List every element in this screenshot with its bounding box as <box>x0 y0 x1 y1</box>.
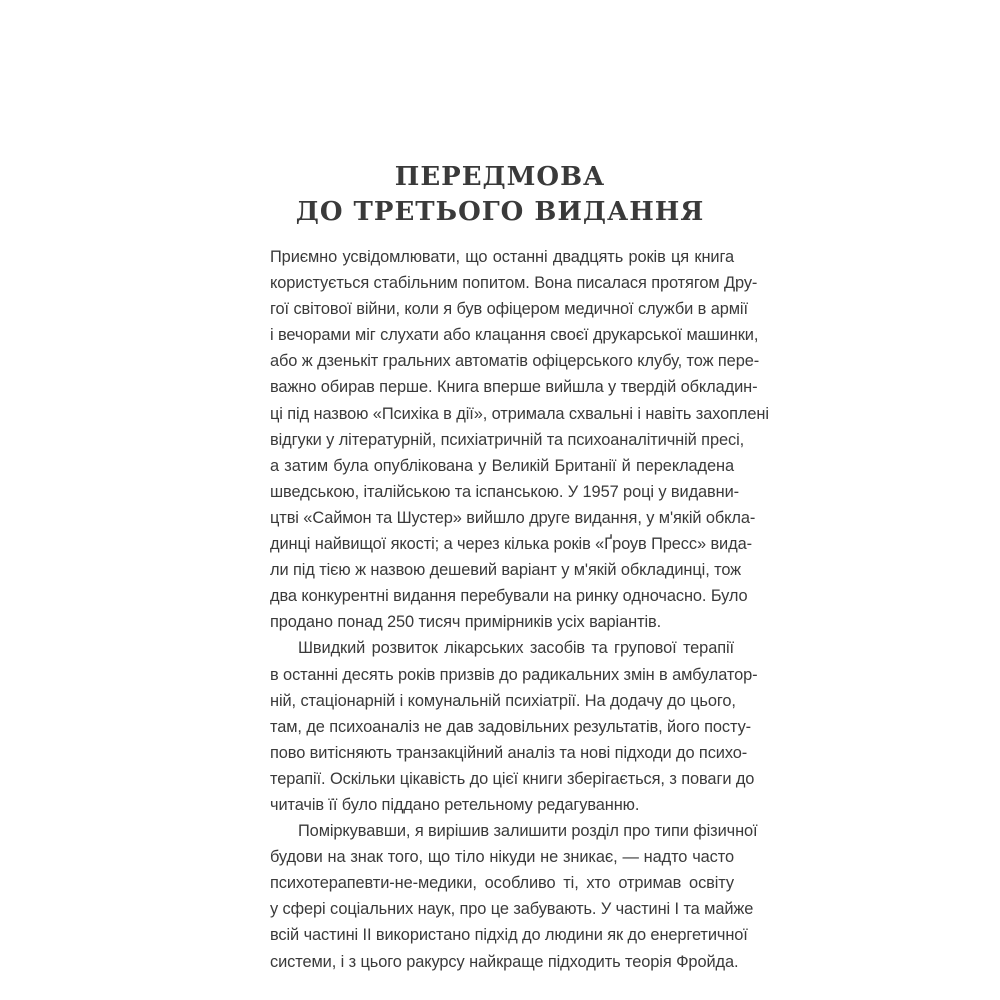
chapter-heading <box>0 160 1000 230</box>
text-line: ці під назвою «Психіка в дії», отримала схвальні і навіть захоплені <box>270 404 769 423</box>
text-line: цтві «Саймон та Шустер» вийшло друге видання, у м'якій обкла- <box>270 508 756 527</box>
text-line: там, де психоаналіз не дав задовільних результатів, його посту- <box>270 717 752 736</box>
text-line: Приємно усвідомлювати, що останні двадцять років ця книга <box>270 248 734 266</box>
heading-line-1: ПЕРЕДМОВА <box>394 162 606 192</box>
text-line: будови на знак того, що тіло нікуди не зникає, — надто часто <box>270 848 734 867</box>
text-line: ли під тією ж назвою дешевий варіант у м'якій обкладинці, тож <box>270 561 742 580</box>
text-line: шведською, італійською та іспанською. У 1957 році у видавни- <box>270 482 740 501</box>
text-line: відгуки у літературній, психіатричній та психоаналітичній пресі, <box>270 430 745 449</box>
text-line: Швидкий розвиток лікарських засобів та групової терапії <box>298 639 734 658</box>
text-line: або ж дзенькіт гральних автоматів офіцерського клубу, тож пере- <box>270 352 760 371</box>
heading-line-2: ДО ТРЕТЬОГО ВИДАННЯ <box>295 197 705 227</box>
text-line: і вечорами міг слухати або клацання своєї друкарської машинки, <box>270 326 759 345</box>
text-line: гої світової війни, коли я був офіцером медичної служби в армії <box>270 300 748 319</box>
paragraph-1 <box>270 244 769 635</box>
text-line: динці найвищої якості; а через кілька років «Ґроув Пресс» вида- <box>270 535 752 554</box>
text-line: Поміркувавши, я вирішив залишити розділ про типи фізичної <box>298 822 758 841</box>
text-line: пово витісняють транзакційний аналіз та нові підходи до психо- <box>270 743 748 762</box>
text-line: в останні десять років призвів до радикальних змін в амбулатор- <box>270 665 758 684</box>
text-line: всій частині ІІ використано підхід до людини як до енергетичної <box>270 926 748 945</box>
text-line: а затим була опублікована у Великій Британії й перекладена <box>270 456 734 475</box>
paragraph-2 <box>270 635 758 818</box>
text-line: терапії. Оскільки цікавість до цієї книги зберігається, з поваги до <box>270 769 755 788</box>
text-line: продано понад 250 тисяч примірників усіх варіантів. <box>270 613 662 632</box>
text-line: у сфері соціальних наук, про це забувають. У частині І та майже <box>270 900 754 919</box>
body-text <box>270 244 769 975</box>
text-line: користується стабільним попитом. Вона писалася протягом Дру- <box>270 274 758 293</box>
text-line: ній, стаціонарній і комунальній психіатрії. На додачу до цього, <box>270 691 736 710</box>
paragraph-3 <box>270 818 758 975</box>
text-line: важно обирав перше. Книга вперше вийшла у твердій обкладин- <box>270 378 758 397</box>
text-line: психотерапевти-не-медики, особливо ті, хто отримав освіту <box>270 874 734 893</box>
text-line: два конкурентні видання перебували на ринку одночасно. Було <box>270 587 748 606</box>
text-line: читачів її було піддано ретельному редагуванню. <box>270 795 640 814</box>
text-line: системи, і з цього ракурсу найкраще підходить теорія Фройда. <box>270 952 739 971</box>
